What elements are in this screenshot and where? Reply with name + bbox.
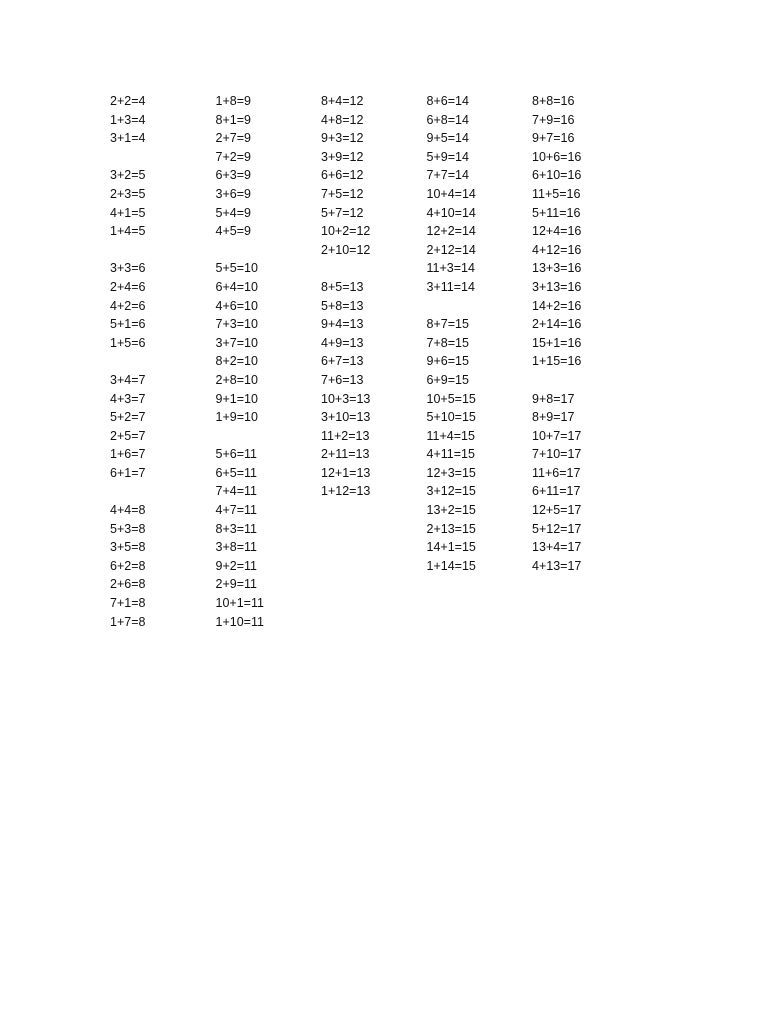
addition-fact: 2+2=4 bbox=[110, 94, 146, 108]
addition-fact: 5+2=7 bbox=[110, 410, 146, 425]
addition-fact: 6+1=7 bbox=[110, 465, 146, 480]
addition-fact: 9+6=15 bbox=[426, 354, 469, 369]
addition-fact: 3+3=6 bbox=[110, 261, 146, 276]
addition-fact: 4+12=16 bbox=[532, 242, 582, 257]
addition-fact: 1+5=6 bbox=[110, 335, 146, 350]
addition-fact: 8+1=9 bbox=[215, 112, 251, 127]
addition-fact: 4+7=11 bbox=[215, 503, 257, 518]
addition-fact: 6+11=17 bbox=[532, 484, 581, 499]
blank-cell bbox=[321, 259, 427, 278]
addition-fact: 8+3=11 bbox=[215, 521, 257, 536]
addition-fact: 1+14=15 bbox=[426, 558, 476, 573]
facts-column-3 bbox=[321, 92, 427, 631]
addition-fact: 9+5=14 bbox=[426, 131, 469, 146]
addition-fact: 7+5=12 bbox=[321, 186, 364, 201]
addition-fact: 7+2=9 bbox=[215, 149, 251, 164]
addition-fact: 4+2=6 bbox=[110, 298, 146, 313]
addition-fact: 5+12=17 bbox=[532, 521, 582, 536]
addition-fact: 2+5=7 bbox=[110, 428, 146, 443]
addition-fact: 3+9=12 bbox=[321, 149, 364, 164]
addition-fact: 7+6=13 bbox=[321, 372, 364, 387]
addition-fact: 11+4=15 bbox=[426, 428, 475, 443]
addition-fact: 2+12=14 bbox=[426, 242, 476, 257]
addition-fact: 4+3=7 bbox=[110, 391, 146, 406]
addition-fact: 1+8=9 bbox=[215, 94, 251, 108]
blank-cell bbox=[216, 427, 322, 446]
addition-fact: 3+12=15 bbox=[426, 484, 476, 499]
addition-fact: 5+3=8 bbox=[110, 521, 146, 536]
addition-fact: 7+3=10 bbox=[215, 317, 258, 332]
addition-fact: 3+1=4 bbox=[110, 131, 146, 146]
addition-fact: 1+9=10 bbox=[215, 410, 258, 425]
addition-fact: 4+11=15 bbox=[426, 447, 475, 462]
addition-fact: 6+2=8 bbox=[110, 558, 146, 573]
addition-fact: 1+10=11 bbox=[215, 614, 264, 629]
addition-fact: 8+2=10 bbox=[215, 354, 258, 369]
addition-fact: 2+7=9 bbox=[215, 131, 251, 146]
addition-fact: 2+10=12 bbox=[321, 242, 371, 257]
addition-fact: 12+4=16 bbox=[532, 224, 582, 239]
blank-cell bbox=[110, 352, 216, 371]
addition-fact: 10+7=17 bbox=[532, 428, 582, 443]
addition-fact: 11+6=17 bbox=[532, 465, 581, 480]
addition-fact: 3+5=8 bbox=[110, 540, 146, 555]
addition-fact: 10+2=12 bbox=[321, 224, 371, 239]
addition-fact: 1+6=7 bbox=[110, 447, 146, 462]
addition-fact: 4+5=9 bbox=[215, 224, 251, 239]
addition-fact: 1+12=13 bbox=[321, 484, 371, 499]
addition-fact: 5+9=14 bbox=[426, 149, 469, 164]
addition-fact: 4+13=17 bbox=[532, 558, 582, 573]
addition-fact: 3+10=13 bbox=[321, 410, 371, 425]
addition-fact: 3+8=11 bbox=[215, 540, 257, 555]
blank-cell bbox=[110, 148, 216, 167]
addition-fact: 5+1=6 bbox=[110, 317, 146, 332]
addition-fact: 6+4=10 bbox=[215, 279, 258, 294]
addition-fact: 11+3=14 bbox=[426, 261, 475, 276]
addition-fact: 5+7=12 bbox=[321, 205, 364, 220]
facts-column-1 bbox=[110, 92, 216, 631]
addition-fact: 7+1=8 bbox=[110, 596, 146, 611]
addition-fact: 9+3=12 bbox=[321, 131, 364, 146]
addition-fact: 7+8=15 bbox=[426, 335, 469, 350]
addition-fact: 2+4=6 bbox=[110, 279, 146, 294]
addition-fact: 10+5=15 bbox=[426, 391, 476, 406]
addition-fact: 7+4=11 bbox=[215, 484, 257, 499]
addition-fact: 12+5=17 bbox=[532, 503, 582, 518]
addition-fact: 5+8=13 bbox=[321, 298, 364, 313]
blank-cell bbox=[427, 297, 533, 316]
addition-fact: 2+9=11 bbox=[215, 577, 257, 592]
facts-column-2 bbox=[216, 92, 322, 631]
addition-fact: 1+15=16 bbox=[532, 354, 582, 369]
addition-fact: 4+6=10 bbox=[215, 298, 258, 313]
addition-fact: 4+8=12 bbox=[321, 112, 364, 127]
addition-fact: 3+7=10 bbox=[215, 335, 258, 350]
facts-column-5 bbox=[532, 92, 638, 631]
addition-fact: 6+5=11 bbox=[215, 465, 257, 480]
addition-fact: 4+1=5 bbox=[110, 205, 146, 220]
addition-fact: 4+4=8 bbox=[110, 503, 146, 518]
addition-fact: 8+6=14 bbox=[426, 94, 469, 108]
addition-fact: 9+1=10 bbox=[215, 391, 258, 406]
addition-fact: 6+6=12 bbox=[321, 168, 364, 183]
addition-fact: 12+1=13 bbox=[321, 465, 371, 480]
addition-fact: 5+5=10 bbox=[215, 261, 258, 276]
addition-facts-sheet bbox=[110, 92, 638, 631]
blank-cell bbox=[216, 241, 322, 260]
addition-fact: 13+3=16 bbox=[532, 261, 582, 276]
facts-column-4 bbox=[427, 92, 533, 631]
addition-fact: 11+5=16 bbox=[532, 186, 581, 201]
addition-fact: 14+1=15 bbox=[426, 540, 476, 555]
addition-fact: 7+10=17 bbox=[532, 447, 582, 462]
addition-fact: 13+2=15 bbox=[426, 503, 476, 518]
addition-fact: 1+7=8 bbox=[110, 614, 146, 629]
addition-fact: 3+11=14 bbox=[426, 279, 475, 294]
addition-fact: 12+3=15 bbox=[426, 465, 476, 480]
addition-fact: 10+6=16 bbox=[532, 149, 582, 164]
addition-fact: 2+14=16 bbox=[532, 317, 582, 332]
addition-fact: 10+1=11 bbox=[215, 596, 264, 611]
addition-fact: 14+2=16 bbox=[532, 298, 582, 313]
blank-cell bbox=[110, 482, 216, 501]
addition-fact: 7+9=16 bbox=[532, 112, 575, 127]
addition-fact: 9+8=17 bbox=[532, 391, 575, 406]
addition-fact: 1+4=5 bbox=[110, 224, 146, 239]
addition-fact: 6+9=15 bbox=[426, 372, 469, 387]
addition-fact: 8+5=13 bbox=[321, 279, 364, 294]
addition-fact: 3+4=7 bbox=[110, 372, 146, 387]
addition-fact: 13+4=17 bbox=[532, 540, 582, 555]
blank-cell bbox=[532, 371, 638, 390]
addition-fact: 6+8=14 bbox=[426, 112, 469, 127]
addition-fact: 2+8=10 bbox=[215, 372, 258, 387]
addition-fact: 8+9=17 bbox=[532, 410, 575, 425]
addition-fact: 4+10=14 bbox=[426, 205, 476, 220]
addition-fact: 8+4=12 bbox=[321, 94, 364, 108]
addition-fact: 12+2=14 bbox=[426, 224, 476, 239]
addition-fact: 5+6=11 bbox=[215, 447, 257, 462]
addition-fact: 11+2=13 bbox=[321, 428, 370, 443]
addition-fact: 5+10=15 bbox=[426, 410, 476, 425]
addition-fact: 10+4=14 bbox=[426, 186, 476, 201]
addition-fact: 2+3=5 bbox=[110, 186, 146, 201]
blank-cell bbox=[110, 241, 216, 260]
addition-fact: 9+2=11 bbox=[215, 558, 257, 573]
addition-fact: 8+7=15 bbox=[426, 317, 469, 332]
addition-fact: 2+11=13 bbox=[321, 447, 370, 462]
addition-fact: 6+10=16 bbox=[532, 168, 582, 183]
addition-fact: 10+3=13 bbox=[321, 391, 371, 406]
addition-fact: 2+13=15 bbox=[426, 521, 476, 536]
addition-fact: 9+7=16 bbox=[532, 131, 575, 146]
addition-fact: 6+3=9 bbox=[215, 168, 251, 183]
addition-fact: 5+4=9 bbox=[215, 205, 251, 220]
addition-fact: 6+7=13 bbox=[321, 354, 364, 369]
addition-fact: 3+2=5 bbox=[110, 168, 146, 183]
addition-fact: 3+13=16 bbox=[532, 279, 582, 294]
addition-fact: 2+6=8 bbox=[110, 577, 146, 592]
addition-fact: 9+4=13 bbox=[321, 317, 364, 332]
addition-fact: 5+11=16 bbox=[532, 205, 581, 220]
addition-fact: 15+1=16 bbox=[532, 335, 582, 350]
addition-fact: 3+6=9 bbox=[215, 186, 251, 201]
addition-fact: 4+9=13 bbox=[321, 335, 364, 350]
addition-fact: 8+8=16 bbox=[532, 94, 575, 108]
addition-fact: 1+3=4 bbox=[110, 112, 146, 127]
addition-fact: 7+7=14 bbox=[426, 168, 469, 183]
